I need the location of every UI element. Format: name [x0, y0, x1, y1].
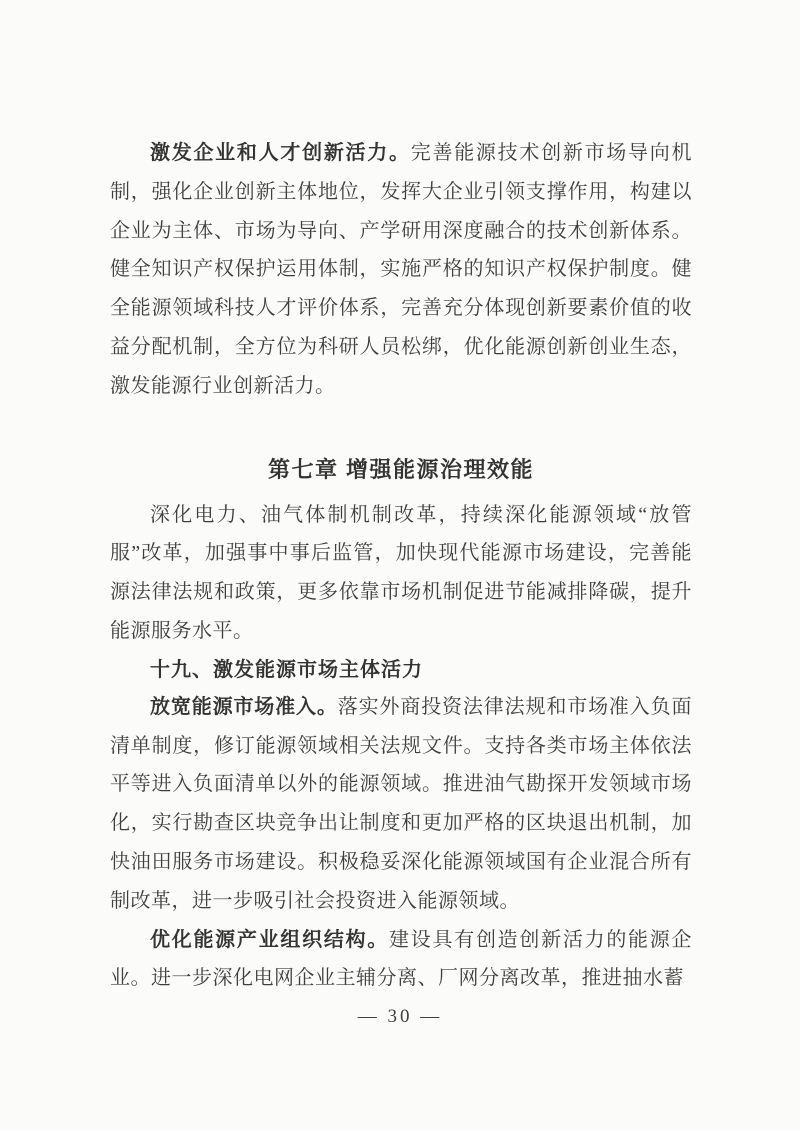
- section-heading-19: 十九、激发能源市场主体活力: [150, 658, 423, 681]
- page-number: — 30 —: [357, 1006, 443, 1027]
- paragraph-market-access: [110, 688, 692, 921]
- paragraph-reform-overview: [110, 496, 692, 651]
- paragraph-body-text: 落实外商投资法律法规和市场准入负面清单制度，修订能源领域相关法规文件。支持各类市场主体依法平等进入负面清单以外的能源领域。推进油气勘探开发领域市场化，实行勘查区块竞争出让制度和更加严格的区块退出机制，加快油田服务市场建设。积极稳妥深化能源领域国有企业混合所有制改革，进一步吸引社会投资进入能源领域。: [110, 695, 693, 912]
- paragraph-body-text: 完善能源技术创新市场导向机制，强化企业创新主体地位，发挥大企业引领支撑作用，构建以企业为主体、市场为导向、产学研用深度融合的技术创新体系。健全知识产权保护运用体制，实施严格的知识产权保护制度。健全能源领域科技人才评价体系，完善充分体现创新要素价值的收益分配机制，全方位为科研人员松绑，优化能源创新创业生态，激发能源行业创新活力。: [110, 142, 692, 397]
- paragraph-body-text: 深化电力、油气体制机制改革，持续深化能源领域“放管服”改革，加强事中事后监管，加快现代能源市场建设，完善能源法律法规和政策，更多依靠市场机制促进节能减排降碳，提升能源服务水平。: [110, 503, 692, 642]
- paragraph-industry-structure: [110, 921, 692, 999]
- paragraph-innovation-vitality: [110, 134, 692, 406]
- chapter-heading: 第七章 增强能源治理效能: [267, 456, 535, 482]
- paragraph-body-text: 建设具有创造创新活力的能源企业。进一步深化电网企业主辅分离、厂网分离改革，推进抽水蓄: [110, 928, 693, 990]
- document-content: [110, 134, 692, 998]
- paragraph-lead-bold: 激发企业和人才创新活力。: [150, 142, 411, 164]
- paragraph-lead-bold: 优化能源产业组织结构。: [150, 928, 390, 951]
- paragraph-lead-bold: 放宽能源市场准入。: [150, 695, 338, 718]
